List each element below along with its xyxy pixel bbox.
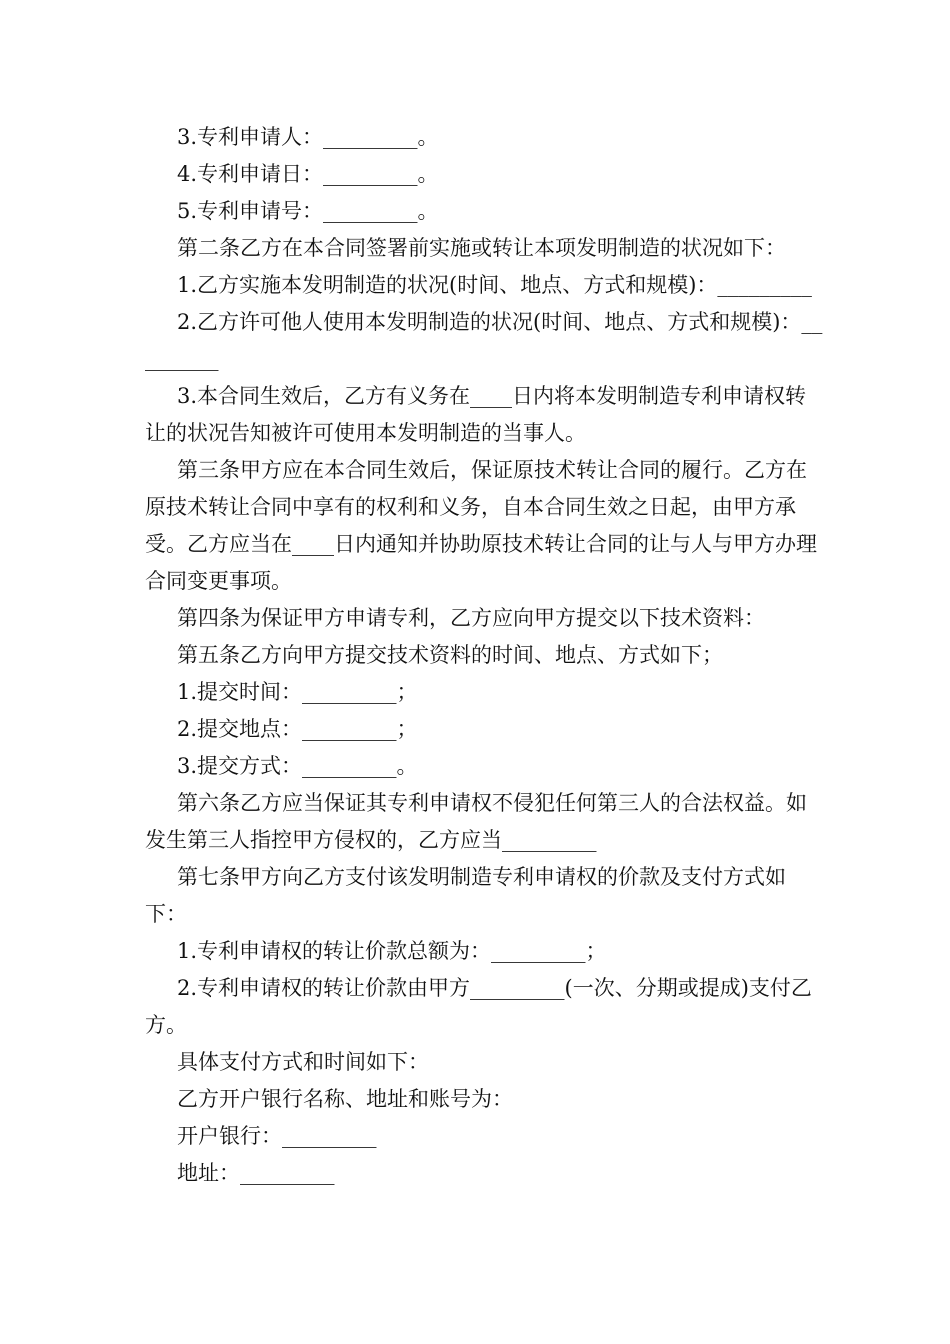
paragraph-article-2-item-1: 1.乙方实施本发明制造的状况(时间、地点、方式和规模)：_________ xyxy=(177,273,812,297)
paragraph-payment-method: 具体支付方式和时间如下： xyxy=(177,1050,429,1074)
paragraph-article-4: 第四条为保证甲方申请专利，乙方应向甲方提交以下技术资料： xyxy=(177,606,765,630)
paragraph-applicant: 3.专利申请人：_________。 xyxy=(177,125,439,149)
paragraph-article-7-item-2: 2.专利申请权的转让价款由甲方_________(一次、分期或提成)支付乙方。 xyxy=(145,976,812,1037)
paragraph-article-2: 第二条乙方在本合同签署前实施或转让本项发明制造的状况如下： xyxy=(177,236,786,260)
paragraph-application-date: 4.专利申请日：_________。 xyxy=(177,162,439,186)
paragraph-bank-address: 地址：_________ xyxy=(177,1161,335,1185)
paragraph-article-5-item-2: 2.提交地点：_________； xyxy=(177,717,418,741)
paragraph-article-7: 第七条甲方向乙方支付该发明制造专利申请权的价款及支付方式如下： xyxy=(145,865,786,926)
paragraph-article-7-item-1: 1.专利申请权的转让价款总额为：_________； xyxy=(177,939,607,963)
paragraph-article-3: 第三条甲方应在本合同生效后，保证原技术转让合同的履行。乙方在原技术转让合同中享有的权利和义务，自本合同生效之日起，由甲方承受。乙方应当在____日内通知并协助原技术转让合同的让与人与甲方办理合同变更事项。 xyxy=(145,458,817,593)
paragraph-article-5: 第五条乙方向甲方提交技术资料的时间、地点、方式如下； xyxy=(177,643,723,667)
paragraph-article-6: 第六条乙方应当保证其专利申请权不侵犯任何第三人的合法权益。如发生第三人指控甲方侵权的，乙方应当_________ xyxy=(145,791,807,852)
paragraph-article-5-item-3: 3.提交方式：_________。 xyxy=(177,754,418,778)
paragraph-bank-info: 乙方开户银行名称、地址和账号为： xyxy=(177,1087,513,1111)
paragraph-article-2-item-2: 2.乙方许可他人使用本发明制造的状况(时间、地点、方式和规模)：_________ xyxy=(145,310,823,371)
document-body xyxy=(145,119,825,1192)
paragraph-article-2-item-3: 3.本合同生效后，乙方有义务在____日内将本发明制造专利申请权转让的状况告知被许可使用本发明制造的当事人。 xyxy=(145,384,807,445)
paragraph-application-number: 5.专利申请号：_________。 xyxy=(177,199,439,223)
paragraph-bank-name: 开户银行：_________ xyxy=(177,1124,377,1148)
paragraph-article-5-item-1: 1.提交时间：_________； xyxy=(177,680,418,704)
